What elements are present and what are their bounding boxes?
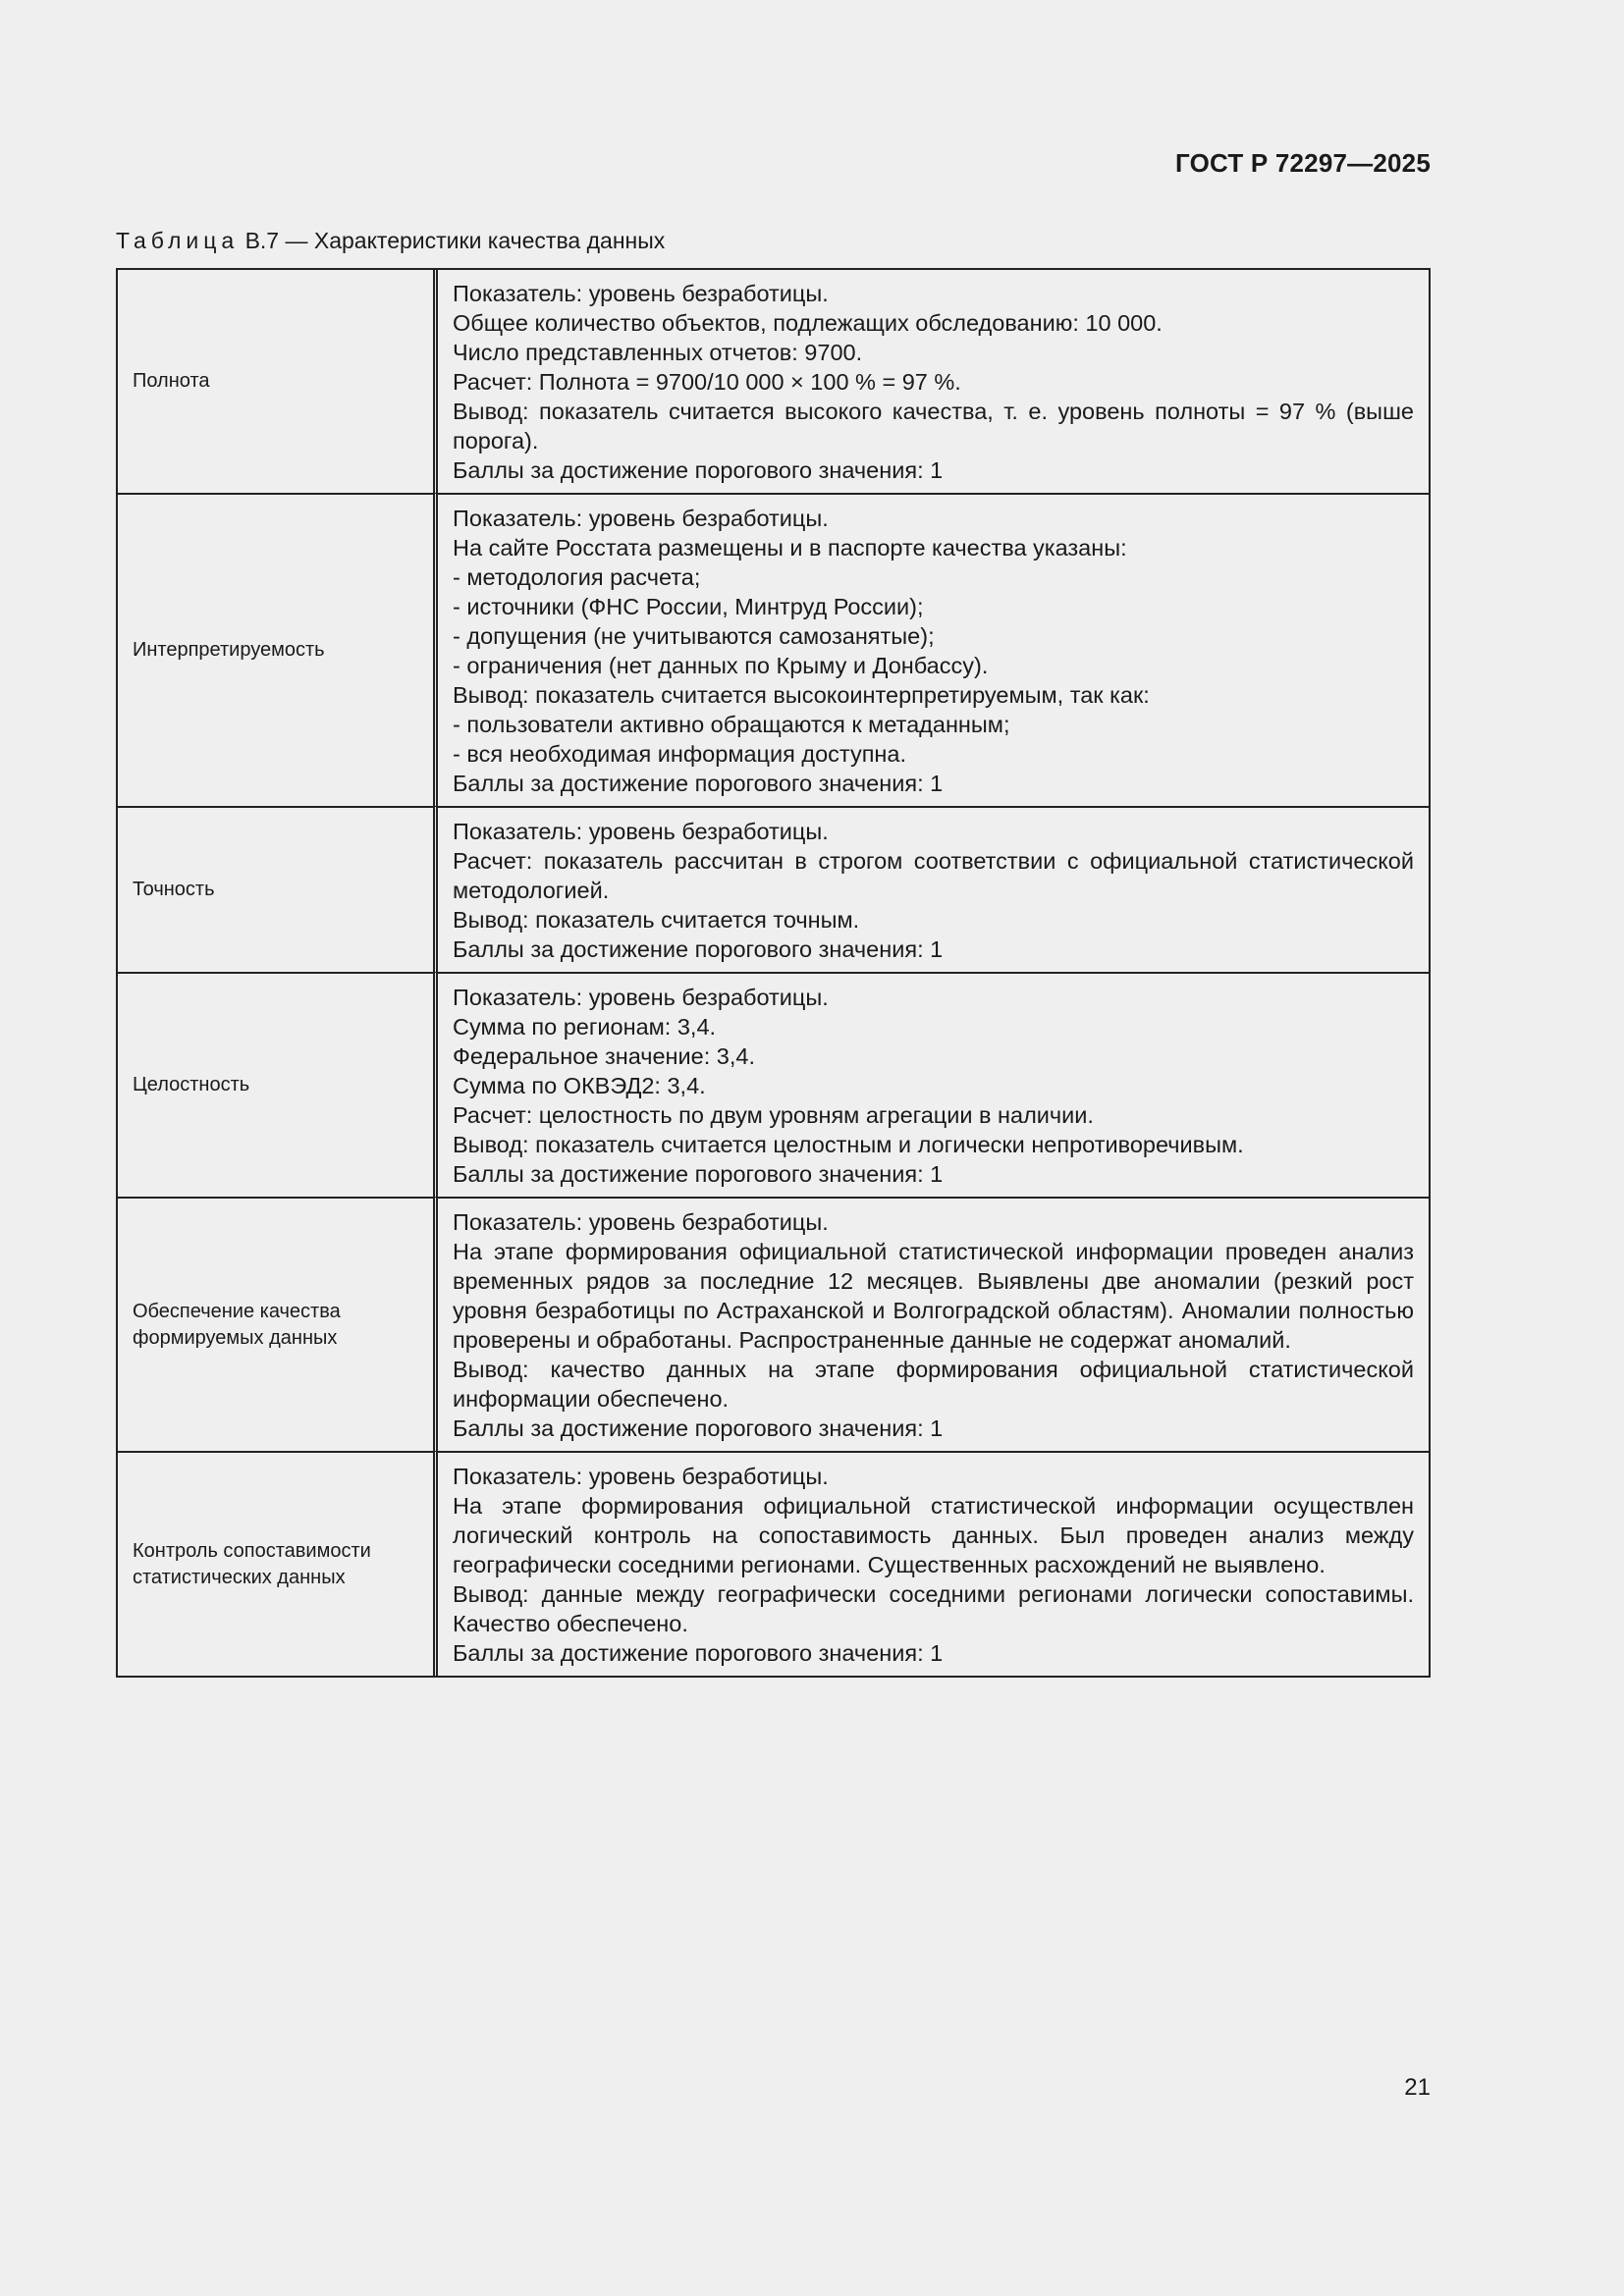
description-line: Показатель: уровень безработицы. bbox=[453, 985, 829, 1010]
table-caption bbox=[116, 228, 665, 254]
description-line: Показатель: уровень безработицы. bbox=[453, 506, 829, 531]
table-row bbox=[118, 493, 1429, 806]
description-cell bbox=[438, 1451, 1429, 1676]
description-line: Вывод: показатель считается высокого качества, т. е. уровень полноты = 97 % (выше порога). bbox=[453, 399, 1414, 454]
description-line: - пользователи активно обращаются к метаданным; bbox=[453, 712, 1010, 737]
description-line: Баллы за достижение порогового значения: 1 bbox=[453, 936, 944, 962]
description-line: Показатель: уровень безработицы. bbox=[453, 1209, 829, 1235]
description-line: Показатель: уровень безработицы. bbox=[453, 819, 829, 844]
document-standard-number: ГОСТ Р 72297—2025 bbox=[1175, 148, 1431, 178]
description-line: - вся необходимая информация доступна. bbox=[453, 741, 906, 767]
description-cell bbox=[438, 270, 1429, 493]
description-line: На этапе формирования официальной статистической информации осуществлен логический контроль на сопоставимость данных. Был проведен анализ между географически соседними регионами. Существенных расхождений не выявлено. bbox=[453, 1493, 1414, 1577]
table-row bbox=[118, 1451, 1429, 1676]
description-line: Расчет: целостность по двум уровням агрегации в наличии. bbox=[453, 1102, 1094, 1128]
criterion-cell: Полнота bbox=[118, 270, 438, 493]
description-line: Баллы за достижение порогового значения: 1 bbox=[453, 771, 944, 796]
description-line: - источники (ФНС России, Минтруд России); bbox=[453, 594, 924, 619]
table-row bbox=[118, 1197, 1429, 1451]
description-line: - ограничения (нет данных по Крыму и Донбассу). bbox=[453, 653, 989, 678]
description-line: Сумма по ОКВЭД2: 3,4. bbox=[453, 1073, 706, 1098]
description-line: Баллы за достижение порогового значения: 1 bbox=[453, 1640, 944, 1666]
description-cell bbox=[438, 972, 1429, 1197]
description-line: Общее количество объектов, подлежащих обследованию: 10 000. bbox=[453, 310, 1163, 336]
description-line: - методология расчета; bbox=[453, 564, 701, 590]
table-row bbox=[118, 806, 1429, 972]
description-cell bbox=[438, 1197, 1429, 1451]
table-caption-label: Таблица bbox=[116, 228, 240, 253]
description-line: Федеральное значение: 3,4. bbox=[453, 1043, 755, 1069]
criterion-cell: Точность bbox=[118, 806, 438, 972]
description-cell bbox=[438, 493, 1429, 806]
table-caption-title: В.7 — Характеристики качества данных bbox=[239, 228, 666, 253]
criterion-cell: Интерпретируемость bbox=[118, 493, 438, 806]
criterion-cell: Контроль сопоставимости статистических данных bbox=[118, 1451, 438, 1676]
description-line: Вывод: качество данных на этапе формирования официальной статистической информации обеспечено. bbox=[453, 1357, 1414, 1412]
data-quality-table-body bbox=[118, 270, 1429, 1676]
description-line: Баллы за достижение порогового значения: 1 bbox=[453, 1161, 944, 1187]
table-row bbox=[118, 972, 1429, 1197]
description-line: Вывод: показатель считается целостным и логически непротиворечивым. bbox=[453, 1132, 1244, 1157]
description-line: Сумма по регионам: 3,4. bbox=[453, 1014, 717, 1040]
description-line: Показатель: уровень безработицы. bbox=[453, 1464, 829, 1489]
description-line: Баллы за достижение порогового значения: 1 bbox=[453, 1415, 944, 1441]
description-line: Вывод: показатель считается высокоинтерпретируемым, так как: bbox=[453, 682, 1150, 708]
description-line: На сайте Росстата размещены и в паспорте качества указаны: bbox=[453, 535, 1127, 561]
data-quality-table bbox=[116, 268, 1431, 1678]
description-cell bbox=[438, 806, 1429, 972]
description-line: Показатель: уровень безработицы. bbox=[453, 281, 829, 306]
description-line: - допущения (не учитываются самозанятые); bbox=[453, 623, 935, 649]
description-line: На этапе формирования официальной статистической информации проведен анализ временных рядов за последние 12 месяцев. Выявлены две аномалии (резкий рост уровня безработицы по Астраханской и Волгоградской областям). Аномалии полностью проверены и обработаны. Распространенные данные не содержат аномалий. bbox=[453, 1239, 1414, 1353]
page-number: 21 bbox=[1404, 2074, 1431, 2101]
description-line: Баллы за достижение порогового значения: 1 bbox=[453, 457, 944, 483]
description-line: Число представленных отчетов: 9700. bbox=[453, 340, 863, 365]
description-line: Вывод: показатель считается точным. bbox=[453, 907, 860, 933]
criterion-cell: Целостность bbox=[118, 972, 438, 1197]
description-line: Расчет: показатель рассчитан в строгом соответствии с официальной статистической методологией. bbox=[453, 848, 1414, 903]
table-row bbox=[118, 270, 1429, 493]
criterion-cell: Обеспечение качества формируемых данных bbox=[118, 1197, 438, 1451]
description-line: Расчет: Полнота = 9700/10 000 × 100 % = 97 %. bbox=[453, 369, 961, 395]
description-line: Вывод: данные между географически соседними регионами логически сопоставимы. Качество обеспечено. bbox=[453, 1581, 1414, 1636]
